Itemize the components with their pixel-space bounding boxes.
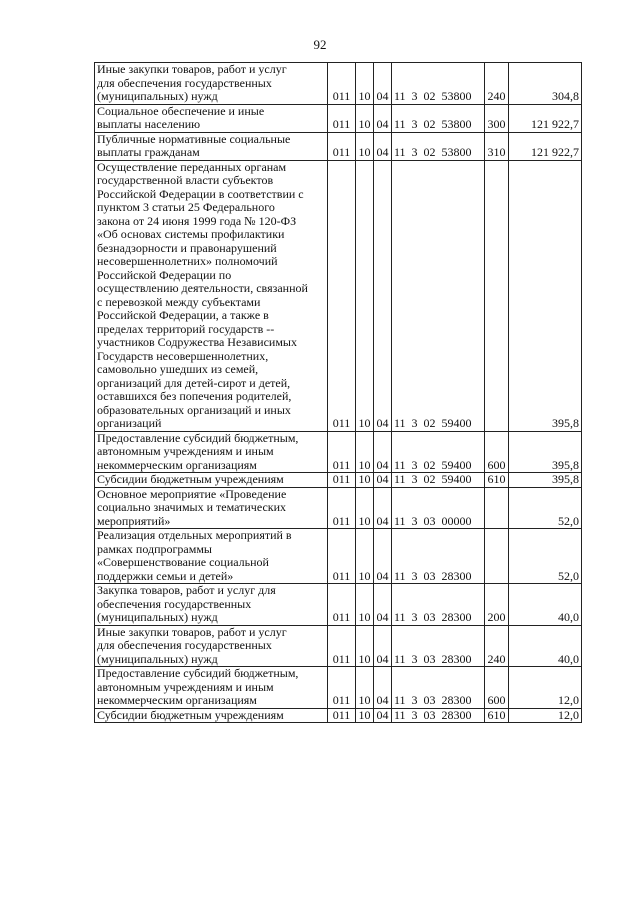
- expense-name-line: пунктом 3 статьи 25 Федерального: [97, 200, 275, 214]
- target-article-cell: 11 3 03 28300: [392, 667, 485, 709]
- expense-name-line: Публичные нормативные социальные: [97, 132, 291, 146]
- expense-name-line: обеспечения государственных: [97, 596, 252, 611]
- expense-name-line: для обеспечения государственных: [97, 638, 272, 652]
- expense-name-cell: [95, 132, 328, 160]
- expense-name-line: закона от 24 июня 1999 года № 120-ФЗ: [97, 213, 297, 228]
- subsection-code-cell: 04: [374, 132, 392, 160]
- section-code-cell: 10: [356, 132, 374, 160]
- expense-name-cell: [95, 625, 328, 667]
- expense-name-line: Осуществление переданных органам: [97, 160, 287, 174]
- expense-name-cell: [95, 473, 328, 488]
- section-code-cell: 10: [356, 104, 374, 132]
- table-row: [95, 132, 582, 160]
- expense-type-cell: 600: [485, 431, 509, 473]
- expense-name-line: автономным учреждениям и иным: [97, 679, 274, 694]
- table-row: [95, 529, 582, 584]
- expense-name-line: Предоставление субсидий бюджетным,: [97, 666, 299, 680]
- section-code-cell: 10: [356, 63, 374, 105]
- target-article-cell: 11 3 03 00000: [392, 487, 485, 529]
- table-row: [95, 625, 582, 667]
- target-article-cell: 11 3 02 59400: [392, 160, 485, 431]
- table-row: [95, 667, 582, 709]
- ministry-code-cell: 011: [328, 529, 356, 584]
- ministry-code-cell: 011: [328, 63, 356, 105]
- subsection-code-cell: 04: [374, 63, 392, 105]
- ministry-code-cell: 011: [328, 584, 356, 626]
- expense-name-cell: [95, 708, 328, 723]
- ministry-code-cell: 011: [328, 708, 356, 723]
- expense-name-line: для обеспечения государственных: [97, 75, 272, 90]
- subsection-code-cell: 04: [374, 529, 392, 584]
- budget-table: [94, 62, 582, 723]
- section-code-cell: 10: [356, 667, 374, 709]
- target-article-cell: 11 3 03 28300: [392, 529, 485, 584]
- expense-name-line: выплаты гражданам: [97, 145, 200, 159]
- amount-cell: 12,0: [509, 708, 582, 723]
- table-row: [95, 487, 582, 529]
- expense-name-line: Предоставление субсидий бюджетным,: [97, 431, 299, 445]
- expense-type-cell: [485, 529, 509, 584]
- expense-name-line: осуществлению деятельности, связанной: [97, 281, 308, 295]
- expense-name-line: Закупка товаров, работ и услуг для: [97, 583, 276, 597]
- expense-name-line: безнадзорности и правонарушений: [97, 240, 277, 255]
- expense-name-line: Государств несовершеннолетних,: [97, 348, 269, 363]
- section-code-cell: 10: [356, 625, 374, 667]
- target-article-cell: 11 3 03 28300: [392, 708, 485, 723]
- target-article-cell: 11 3 02 53800: [392, 63, 485, 105]
- subsection-code-cell: 04: [374, 584, 392, 626]
- page-number: 92: [313, 37, 327, 52]
- expense-name-line: участников Содружества Независимых: [97, 335, 297, 349]
- expense-name-cell: [95, 160, 328, 431]
- expense-name-line: Российской Федерации, а также в: [97, 308, 269, 322]
- section-code-cell: 10: [356, 529, 374, 584]
- expense-name-line: пределах территорий государств --: [97, 321, 275, 336]
- expense-name-line: с перевозкой между субъектами: [97, 294, 261, 309]
- expense-name-cell: [95, 104, 328, 132]
- expense-name-line: оставшихся без попечения родителей,: [97, 389, 292, 403]
- table-row: [95, 473, 582, 488]
- table-row: [95, 104, 582, 132]
- ministry-code-cell: 011: [328, 160, 356, 431]
- ministry-code-cell: 011: [328, 104, 356, 132]
- expense-name-line: организаций для детей-сирот и детей,: [97, 375, 291, 390]
- expense-name-line: Иные закупки товаров, работ и услуг: [97, 62, 287, 76]
- expense-name-line: автономным учреждениям и иным: [97, 444, 274, 458]
- expense-name-line: Иные закупки товаров, работ и услуг: [97, 625, 287, 639]
- target-article-cell: 11 3 03 28300: [392, 584, 485, 626]
- amount-cell: 304,8: [509, 63, 582, 105]
- amount-cell: 52,0: [509, 529, 582, 584]
- target-article-cell: 11 3 02 53800: [392, 104, 485, 132]
- expense-type-cell: 300: [485, 104, 509, 132]
- expense-name-line: некоммерческим организациям: [97, 693, 257, 707]
- amount-cell: 395,8: [509, 431, 582, 473]
- table-body: [95, 63, 582, 723]
- expense-name-cell: [95, 529, 328, 584]
- table-row: [95, 708, 582, 723]
- section-code-cell: 10: [356, 473, 374, 488]
- section-code-cell: 10: [356, 584, 374, 626]
- expense-name-cell: [95, 431, 328, 473]
- expense-name-line: мероприятий»: [97, 513, 171, 528]
- ministry-code-cell: 011: [328, 431, 356, 473]
- expense-name-line: Реализация отдельных мероприятий в: [97, 528, 292, 542]
- ministry-code-cell: 011: [328, 667, 356, 709]
- expense-type-cell: 310: [485, 132, 509, 160]
- table-row: [95, 584, 582, 626]
- expense-name-line: Субсидии бюджетным учреждениям: [97, 472, 284, 486]
- expense-name-line: Субсидии бюджетным учреждениям: [97, 708, 284, 722]
- expense-name-line: «Совершенствование социальной: [97, 555, 269, 569]
- expense-type-cell: [485, 160, 509, 431]
- section-code-cell: 10: [356, 431, 374, 473]
- subsection-code-cell: 04: [374, 160, 392, 431]
- expense-name-line: Основное мероприятие «Проведение: [97, 487, 287, 501]
- subsection-code-cell: 04: [374, 431, 392, 473]
- amount-cell: 121 922,7: [509, 104, 582, 132]
- target-article-cell: 11 3 03 28300: [392, 625, 485, 667]
- section-code-cell: 10: [356, 487, 374, 529]
- expense-name-line: выплаты населению: [97, 117, 201, 131]
- amount-cell: 40,0: [509, 625, 582, 667]
- subsection-code-cell: 04: [374, 625, 392, 667]
- amount-cell: 12,0: [509, 667, 582, 709]
- ministry-code-cell: 011: [328, 132, 356, 160]
- ministry-code-cell: 011: [328, 625, 356, 667]
- expense-name-cell: [95, 584, 328, 626]
- amount-cell: 395,8: [509, 160, 582, 431]
- expense-name-line: поддержки семьи и детей»: [97, 568, 234, 583]
- amount-cell: 40,0: [509, 584, 582, 626]
- section-code-cell: 10: [356, 708, 374, 723]
- amount-cell: 52,0: [509, 487, 582, 529]
- table-row: [95, 431, 582, 473]
- expense-name-line: государственной власти субъектов: [97, 173, 274, 187]
- expense-type-cell: 200: [485, 584, 509, 626]
- expense-type-cell: [485, 487, 509, 529]
- subsection-code-cell: 04: [374, 473, 392, 488]
- expense-type-cell: 610: [485, 708, 509, 723]
- expense-name-line: Социальное обеспечение и иные: [97, 104, 265, 118]
- expense-name-line: социально значимых и тематических: [97, 500, 287, 514]
- amount-cell: 121 922,7: [509, 132, 582, 160]
- expense-name-line: Российской Федерации в соответствии с: [97, 186, 304, 201]
- expense-name-line: (муниципальных) нужд: [97, 651, 218, 666]
- ministry-code-cell: 011: [328, 487, 356, 529]
- expense-name-line: (муниципальных) нужд: [97, 610, 218, 624]
- section-code-cell: 10: [356, 160, 374, 431]
- subsection-code-cell: 04: [374, 708, 392, 723]
- expense-type-cell: 610: [485, 473, 509, 488]
- expense-type-cell: 240: [485, 625, 509, 667]
- expense-name-cell: [95, 667, 328, 709]
- expense-name-line: несовершеннолетних» полномочий: [97, 254, 278, 268]
- amount-cell: 395,8: [509, 473, 582, 488]
- expense-name-line: «Об основах системы профилактики: [97, 227, 285, 241]
- ministry-code-cell: 011: [328, 473, 356, 488]
- expense-type-cell: 600: [485, 667, 509, 709]
- expense-type-cell: 240: [485, 63, 509, 105]
- subsection-code-cell: 04: [374, 667, 392, 709]
- subsection-code-cell: 04: [374, 104, 392, 132]
- table-row: [95, 63, 582, 105]
- target-article-cell: 11 3 02 53800: [392, 132, 485, 160]
- expense-name-cell: [95, 63, 328, 105]
- expense-name-cell: [95, 487, 328, 529]
- subsection-code-cell: 04: [374, 487, 392, 529]
- expense-name-line: образовательных организаций и иных: [97, 402, 291, 417]
- target-article-cell: 11 3 02 59400: [392, 473, 485, 488]
- expense-name-line: (муниципальных) нужд: [97, 89, 218, 103]
- expense-name-line: Российской Федерации по: [97, 267, 232, 282]
- expense-name-line: некоммерческим организациям: [97, 457, 257, 472]
- target-article-cell: 11 3 02 59400: [392, 431, 485, 473]
- table-row: [95, 160, 582, 431]
- expense-name-line: организаций: [97, 416, 162, 430]
- expense-name-line: рамках подпрограммы: [97, 541, 212, 556]
- expense-name-line: самовольно ушедших из семей,: [97, 362, 259, 376]
